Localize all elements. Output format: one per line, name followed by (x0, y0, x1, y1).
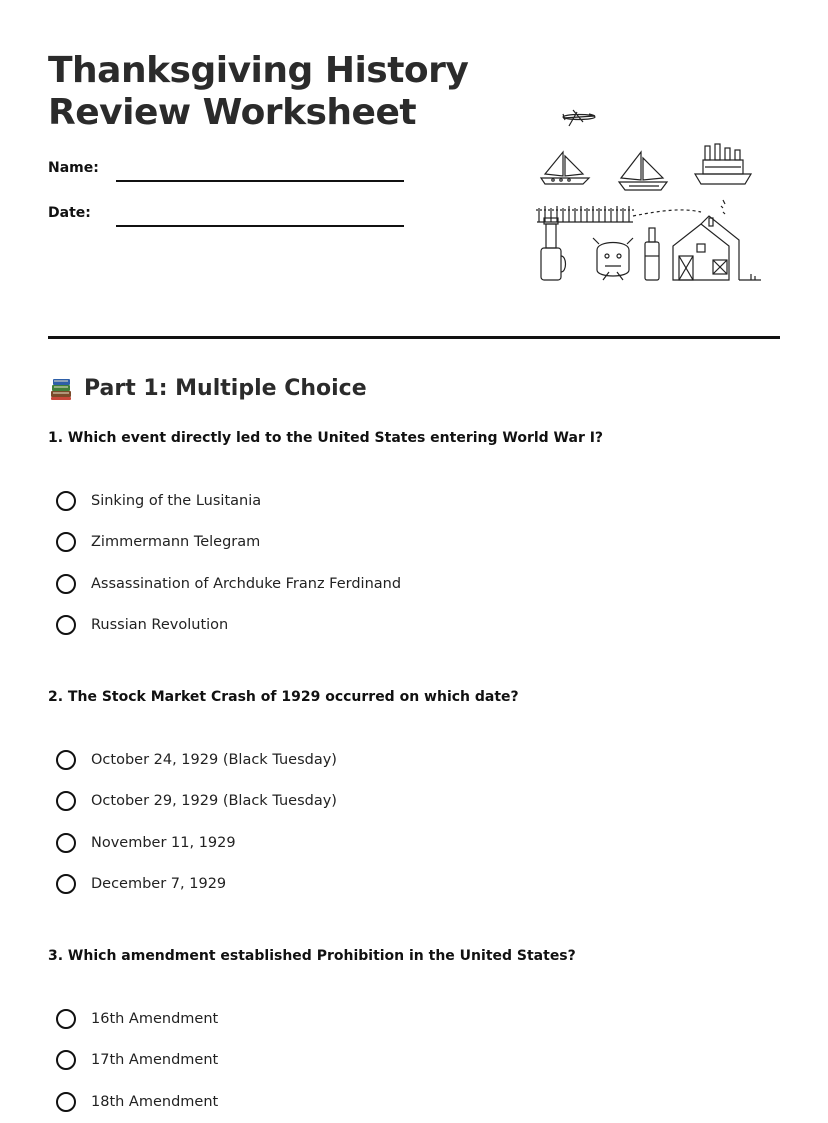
answer-option[interactable] (56, 480, 756, 522)
airplane-icon (563, 110, 595, 126)
radio-button[interactable] (56, 874, 76, 894)
radio-button[interactable] (56, 791, 76, 811)
barn-icon (673, 200, 761, 280)
cornfield-icon (536, 206, 701, 222)
answer-options (56, 998, 756, 1123)
section-divider (48, 336, 780, 339)
radio-button[interactable] (56, 491, 76, 511)
answer-option[interactable] (56, 1040, 756, 1082)
page-title-line1: Thanksgiving History (48, 50, 469, 91)
answer-option[interactable] (56, 998, 756, 1040)
answer-option[interactable] (56, 864, 756, 906)
option-label: November 11, 1929 (91, 834, 236, 851)
answer-option[interactable] (56, 563, 756, 605)
question-text: 3. Which amendment established Prohibition in the United States? (48, 948, 576, 964)
bottle-icon (541, 218, 659, 280)
radio-button[interactable] (56, 574, 76, 594)
radio-button[interactable] (56, 615, 76, 635)
answer-option[interactable] (56, 739, 756, 781)
date-label: Date: (48, 205, 91, 221)
history-illustration (533, 100, 765, 290)
answer-option[interactable] (56, 781, 756, 823)
ship-icon (619, 152, 667, 190)
date-line[interactable] (116, 225, 404, 227)
radio-button[interactable] (56, 750, 76, 770)
name-label: Name: (48, 160, 99, 176)
question-1 (48, 428, 780, 634)
radio-button[interactable] (56, 1092, 76, 1112)
radio-button[interactable] (56, 1009, 76, 1029)
option-label: October 29, 1929 (Black Tuesday) (91, 793, 337, 810)
option-label: Russian Revolution (91, 617, 229, 634)
option-label: Zimmermann Telegram (91, 534, 261, 551)
books-icon (48, 376, 74, 402)
question-text: 1. Which event directly led to the United States entering World War I? (48, 430, 604, 446)
steamship-icon (695, 144, 751, 184)
answer-option[interactable] (56, 822, 756, 864)
answer-option[interactable] (56, 605, 756, 647)
option-label: Sinking of the Lusitania (91, 492, 262, 509)
section-heading-text: Part 1: Multiple Choice (84, 376, 367, 401)
section-heading (48, 374, 367, 404)
page-title-line2: Review Worksheet (48, 92, 417, 133)
name-line[interactable] (116, 180, 404, 182)
radio-button[interactable] (56, 833, 76, 853)
option-label: Assassination of Archduke Franz Ferdinand (91, 575, 402, 592)
option-label: 18th Amendment (91, 1093, 219, 1110)
question-3 (48, 946, 780, 1110)
option-label: December 7, 1929 (91, 876, 227, 893)
radio-button[interactable] (56, 1050, 76, 1070)
answer-options (56, 739, 756, 905)
answer-options (56, 480, 756, 646)
answer-option[interactable] (56, 1081, 756, 1123)
option-label: 17th Amendment (91, 1052, 219, 1069)
question-text: 2. The Stock Market Crash of 1929 occurred on which date? (48, 689, 519, 705)
date-field[interactable] (48, 205, 408, 235)
name-field[interactable] (48, 160, 408, 190)
radio-button[interactable] (56, 532, 76, 552)
sailboat-icon (541, 152, 589, 184)
option-label: 16th Amendment (91, 1010, 219, 1027)
question-2 (48, 687, 780, 893)
page-title (48, 50, 468, 134)
option-label: October 24, 1929 (Black Tuesday) (91, 751, 337, 768)
answer-option[interactable] (56, 522, 756, 564)
worksheet-page (48, 0, 780, 1118)
bull-icon (593, 238, 633, 280)
